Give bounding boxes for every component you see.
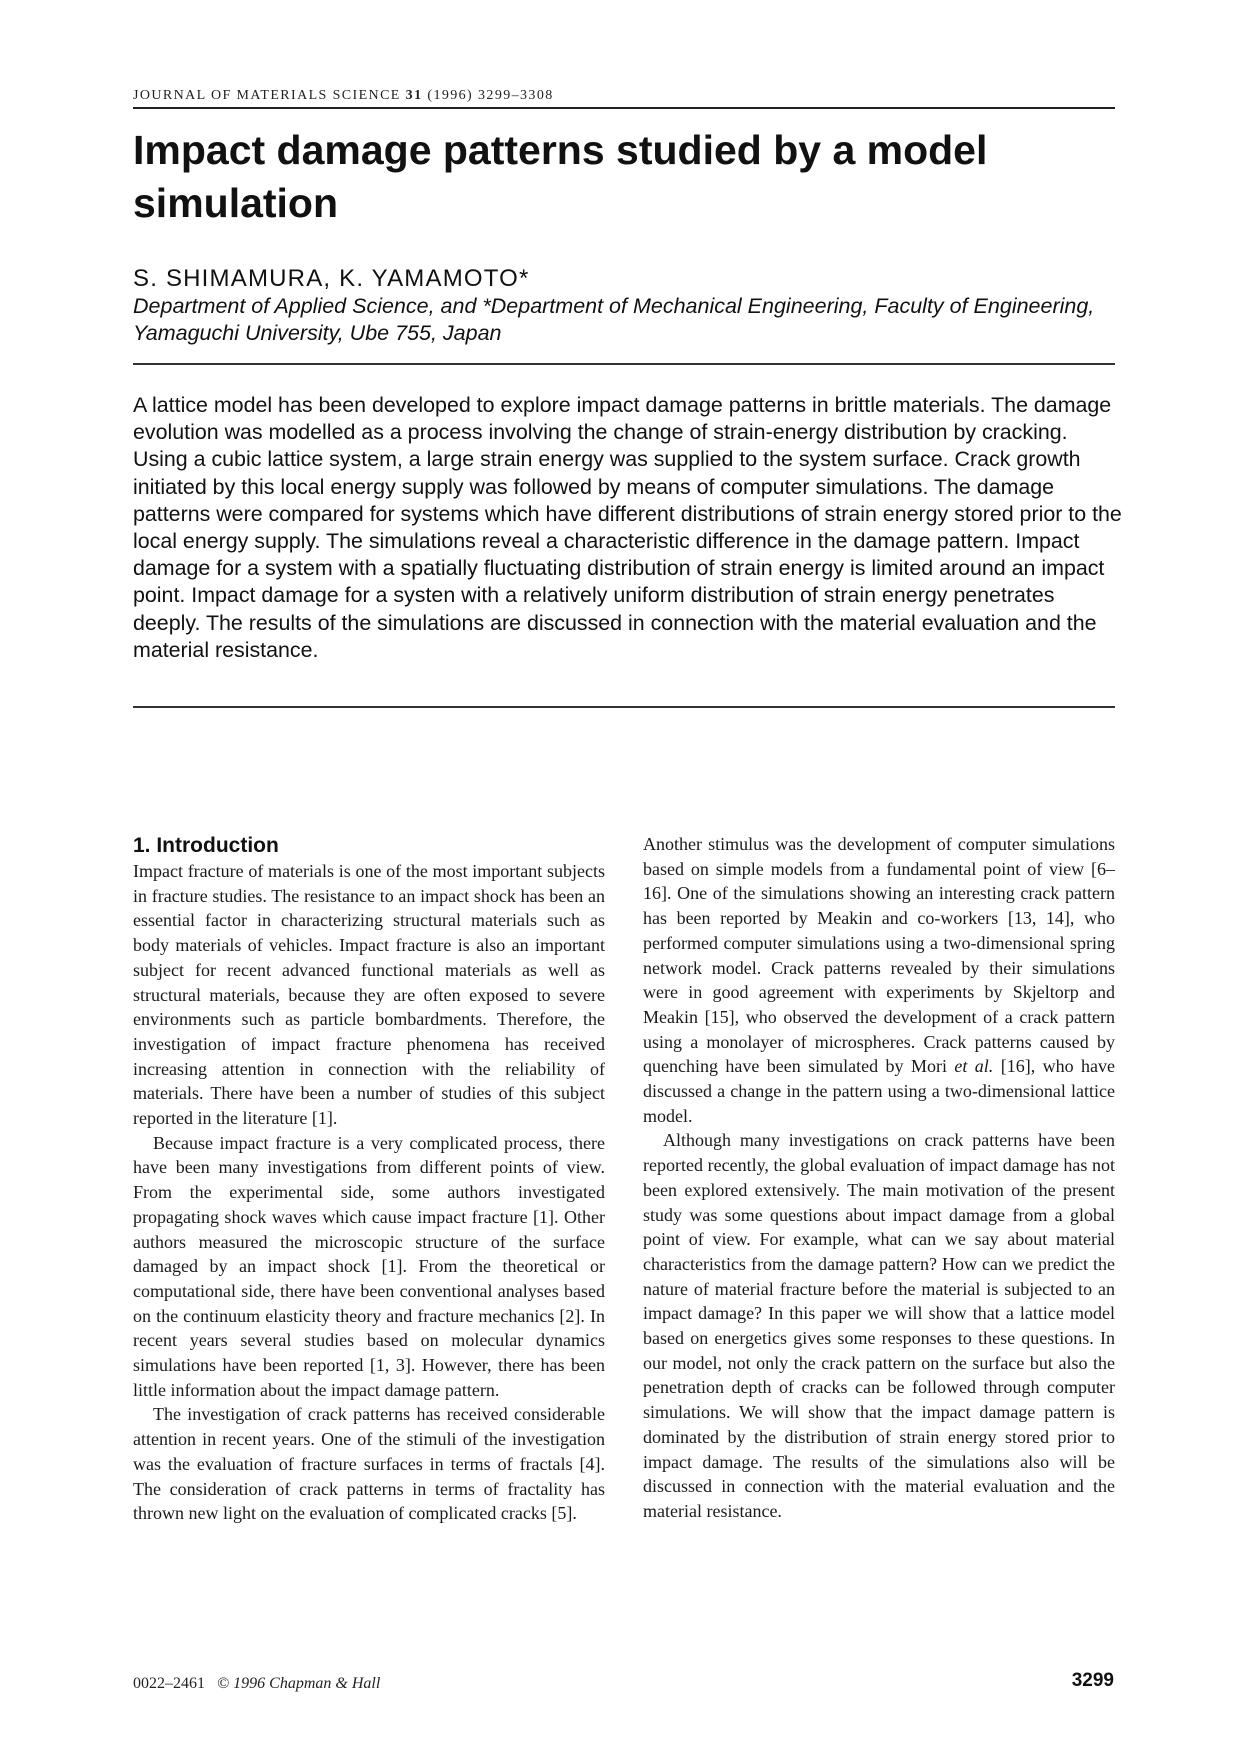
paragraph: Impact fracture of materials is one of the most important subjects in fracture studies. The resistance to an impact shock has been an essential factor in characterizing structural materials such as body materials of vehicles. Impact fracture is also an important subject for recent advanced functional materials as well as structural materials, because they are often exposed to severe environments such as particle bombardments. Therefore, the investigation of impact fracture phenomena has received increasing attention in connection with the reliability of materials. There have been a number of studies of this subject reported in the literature [1]. — [133, 861, 605, 1129]
abstract-rule-bottom — [133, 706, 1115, 708]
paragraph: The investigation of crack patterns has received considerable attention in recent years. One of the stimuli of the investigation was the evaluation of fracture surfaces in terms of fractals [4]. The consideration of crack patterns in terms of fractality has thrown new light on the evaluation of complicated cracks [5]. — [133, 1404, 605, 1524]
journal-name: JOURNAL OF MATERIALS SCIENCE — [133, 88, 401, 103]
paragraph-text: Another stimulus was the development of computer simulations based on simple models from a fundamental point of view [6–16]. One of the simulations showing an interesting crack pattern has been reported by Meakin and co-workers [13, 14], who performed computer simulations using a two-dimensional spring network model. Crack patterns revealed by their simulations were in good agreement with experiments by Skjeltorp and Meakin [15], who observed the development of a crack pattern using a monolayer of microspheres. Crack patterns caused by quenching have been simulated by Mori — [643, 834, 1115, 1077]
et-al-text: et al. — [954, 1056, 994, 1077]
paragraph: Although many investigations on crack patterns have been reported recently, the global evaluation of impact damage has not been explored extensively. The main motivation of the present study was some questions about impact damage from a global point of view. For example, what can we say about material characteristics from the damage pattern? How can we predict the nature of material fracture before the material is subjected to an impact damage? In this paper we will show that a lattice model based on energetics gives some responses to these questions. In our model, not only the crack pattern on the surface but also the penetration depth of cracks can be followed through computer simulations. We will show that the impact damage pattern is dominated by the distribution of strain energy stored prior to impact damage. The results of the simulations also will be discussed in connection with the material evaluation and the material resistance. — [643, 1130, 1115, 1521]
issn: 0022–2461 — [133, 1675, 205, 1692]
abstract-rule-top — [133, 363, 1115, 365]
paper-title: Impact damage patterns studied by a model simulation — [133, 127, 988, 226]
paragraph — [643, 832, 1115, 1128]
abstract: A lattice model has been developed to explore impact damage patterns in brittle materials. The damage evolution was modelled as a process involving the change of strain-energy distribution by cracking. Using a cubic lattice system, a large strain energy was supplied to the system surface. Crack growth initiated by this local energy supply was followed by means of computer simulations. The damage patterns were compared for systems which have different distributions of strain energy stored prior to the local energy supply. The simulations reveal a characteristic difference in the damage pattern. Impact damage for a system with a spatially fluctuating distribution of strain energy is limited around an impact point. Impact damage for a systen with a relatively uniform distribution of strain energy penetrates deeply. The results of the simulations are discussed in connection with the material evaluation and the material resistance. — [133, 393, 1122, 662]
page-number: 3299 — [1071, 1670, 1114, 1691]
journal-header — [133, 88, 1115, 104]
journal-volume: 31 — [405, 88, 423, 103]
section-heading: 1. Introduction — [133, 834, 279, 857]
paragraph: Because impact fracture is a very complicated process, there have been many investigations from different points of view. From the experimental side, some authors investigated propagating shock waves which cause impact fracture [1]. Other authors measured the microscopic structure of the surface damaged by an impact shock [1]. From the theoretical or computational side, there have been conventional analyses based on the continuum elasticity theory and fracture mechanics [2]. In recent years several studies based on molecular dynamics simulations have been reported [1, 3]. However, there has been little information about the impact damage pattern. — [133, 1132, 605, 1400]
column-left — [133, 832, 605, 1526]
authors: S. SHIMAMURA, K. YAMAMOTO* — [133, 265, 530, 292]
journal-year-pages: (1996) 3299–3308 — [427, 88, 554, 103]
footer-issn — [133, 1675, 380, 1693]
paragraph-text: [16], who have discussed a change in the pattern using a two-dimensional lattice model. — [643, 1056, 1115, 1126]
affiliation: Department of Applied Science, and *Department of Mechanical Engineering, Faculty of Engineering, Yamaguchi University, Ube 755, Japan — [133, 294, 1095, 345]
copyright: © 1996 Chapman & Hall — [217, 1675, 381, 1692]
column-right — [643, 832, 1115, 1524]
header-rule — [133, 107, 1115, 109]
